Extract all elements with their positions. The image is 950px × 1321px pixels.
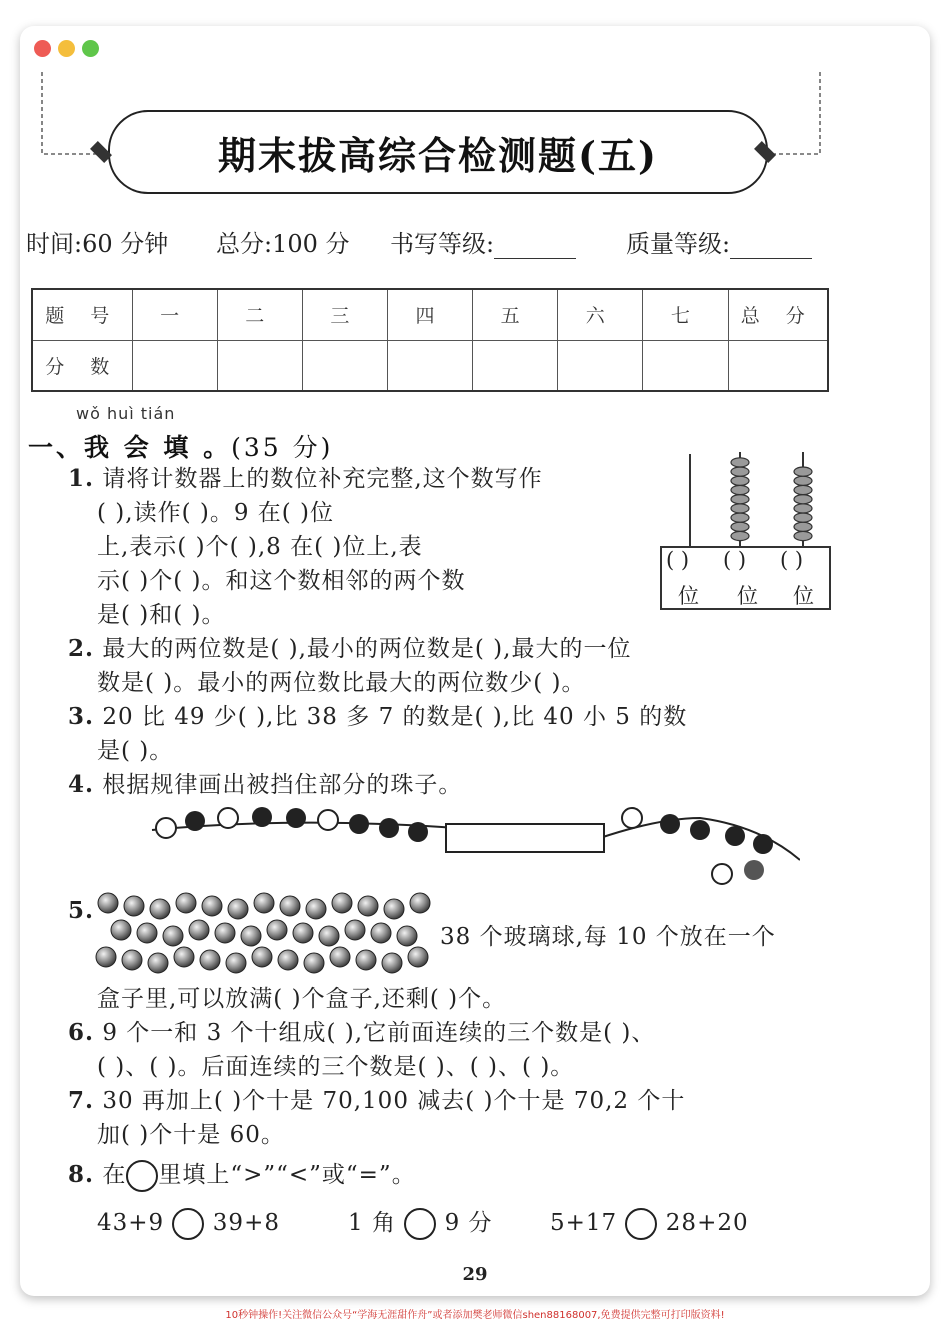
q8-item-2 — [348, 1208, 493, 1240]
bead-black — [753, 834, 773, 854]
glass-ball — [137, 923, 157, 943]
minimize-button[interactable] — [58, 40, 75, 57]
bead-black — [408, 822, 428, 842]
table-cell: 分 数 — [32, 340, 132, 391]
abacus-bead — [731, 458, 749, 467]
table-cell: 四 — [387, 289, 472, 340]
question-number: 2. — [68, 635, 95, 662]
bead-black — [286, 808, 306, 828]
abacus-bead — [731, 476, 749, 485]
glass-ball — [228, 899, 248, 919]
glass-ball — [280, 896, 300, 916]
q5-line-2: 盒子里,可以放满( )个盒子,还剩( )个。 — [97, 986, 507, 1012]
score-input-cell[interactable] — [643, 340, 728, 391]
q6-line-1 — [68, 1018, 655, 1048]
score-input-cell[interactable] — [217, 340, 302, 391]
score-input-cell[interactable] — [132, 340, 217, 391]
table-cell: 题 号 — [32, 289, 132, 340]
maximize-button[interactable] — [82, 40, 99, 57]
q1-line-5: 是( )和( )。 — [97, 602, 226, 628]
question-number: 7. — [68, 1087, 95, 1114]
abacus-bead — [731, 485, 749, 494]
table-cell: 五 — [473, 289, 558, 340]
glass-ball — [408, 947, 428, 967]
abacus-bead — [794, 513, 812, 522]
q7-line-1 — [68, 1086, 685, 1116]
page-title: 期末拔高综合检测题(五) — [218, 132, 658, 178]
footer-notice: 10秒钟操作!关注微信公众号“学海无涯甜作舟”或者添加樊老师微信shen88168007,免费提供完整可打印版资料! — [225, 1310, 725, 1321]
glass-ball — [176, 893, 196, 913]
bead-white — [318, 810, 338, 830]
q2-line-1 — [68, 634, 631, 664]
glass-ball — [371, 923, 391, 943]
score-input-cell[interactable] — [558, 340, 643, 391]
bead-white — [712, 864, 732, 884]
q1-text-1: 请将计数器上的数位补充完整,这个数写作 — [102, 466, 543, 492]
glass-ball — [254, 893, 274, 913]
abacus-place-blank-2[interactable]: ( ) — [723, 548, 747, 572]
glass-ball — [189, 920, 209, 940]
close-button[interactable] — [34, 40, 51, 57]
glass-ball — [122, 950, 142, 970]
glass-ball — [252, 947, 272, 967]
glass-ball — [98, 893, 118, 913]
table-cell: 总 分 — [728, 289, 828, 340]
glass-ball — [293, 923, 313, 943]
writing-grade-text: 书写等级: — [390, 230, 495, 258]
score-input-cell[interactable] — [302, 340, 387, 391]
q7-text-1: 30 再加上( )个十是 70,100 减去( )个十是 70,2 个十 — [102, 1088, 686, 1114]
q1-line-1 — [68, 464, 543, 494]
abacus-bead — [731, 467, 749, 476]
glass-ball — [163, 926, 183, 946]
quality-grade-label — [626, 224, 812, 259]
bead-black — [725, 826, 745, 846]
quality-grade-blank[interactable] — [730, 233, 812, 259]
score-input-cell[interactable] — [473, 340, 558, 391]
abacus-rod-ones — [783, 450, 823, 548]
total-score-label: 总分:100 分 — [216, 230, 350, 258]
q8-pre: 在 — [102, 1162, 127, 1188]
abacus-bead — [731, 513, 749, 522]
q8-right-expr: 28+20 — [665, 1210, 749, 1236]
compare-circle-input[interactable] — [404, 1208, 436, 1240]
glass-ball — [356, 950, 376, 970]
abacus-wei-3: 位 — [793, 584, 814, 608]
section-heading — [28, 428, 333, 464]
q8-right-expr: 9 分 — [444, 1210, 493, 1236]
question-number: 8. — [68, 1161, 95, 1188]
abacus-bead — [794, 467, 812, 476]
glass-ball — [267, 920, 287, 940]
bead-white — [156, 818, 176, 838]
glass-ball — [202, 896, 222, 916]
compare-circle-input[interactable] — [172, 1208, 204, 1240]
quality-grade-text: 质量等级: — [626, 230, 731, 258]
q3-line-2: 是( )。 — [97, 738, 174, 764]
glass-ball — [215, 923, 235, 943]
bead-black — [379, 818, 399, 838]
table-cell: 二 — [217, 289, 302, 340]
abacus-bead — [794, 531, 812, 540]
score-input-cell[interactable] — [387, 340, 472, 391]
glass-ball — [306, 899, 326, 919]
section-points: (35 分) — [231, 433, 334, 462]
writing-grade-blank[interactable] — [494, 233, 576, 259]
question-number: 6. — [68, 1019, 95, 1046]
question-number: 1. — [68, 465, 95, 492]
glass-ball — [332, 893, 352, 913]
abacus-bead — [731, 522, 749, 531]
abacus-wei-2: 位 — [737, 584, 758, 608]
question-number: 5. — [68, 897, 95, 924]
q8-right-expr: 39+8 — [212, 1210, 280, 1236]
glass-ball — [358, 896, 378, 916]
glass-ball — [226, 953, 246, 973]
compare-circle-input[interactable] — [625, 1208, 657, 1240]
q6-text-1: 9 个一和 3 个十组成( ),它前面连续的三个数是( )、 — [102, 1020, 656, 1046]
abacus-bead — [794, 495, 812, 504]
glass-ball — [150, 899, 170, 919]
question-number: 4. — [68, 771, 95, 798]
q8-left-expr: 1 角 — [348, 1210, 396, 1236]
glass-ball — [278, 950, 298, 970]
section-title: 一、我 会 填 。 — [28, 433, 232, 462]
glass-ball — [96, 947, 116, 967]
abacus-bead — [731, 531, 749, 540]
score-table-score-row — [32, 340, 828, 391]
glass-ball — [319, 926, 339, 946]
q5-line-1: 38 个玻璃球,每 10 个放在一个 — [440, 924, 776, 950]
glass-ball — [111, 920, 131, 940]
page-number: 29 — [462, 1264, 488, 1285]
window-controls — [34, 40, 99, 57]
q3-line-1 — [68, 702, 687, 732]
q8-left-expr: 43+9 — [97, 1210, 165, 1236]
glass-ball — [174, 947, 194, 967]
glass-ball — [124, 896, 144, 916]
writing-grade-label — [390, 224, 576, 259]
q8-item-3 — [550, 1208, 749, 1240]
glass-ball — [382, 953, 402, 973]
score-table — [31, 288, 829, 392]
abacus-rod-hundreds — [689, 454, 691, 548]
q6-line-2: ( )、( )。后面连续的三个数是( )、( )、( )。 — [97, 1054, 575, 1080]
q8-left-expr: 5+17 — [550, 1210, 618, 1236]
bead-black — [349, 814, 369, 834]
bead-string-figure — [140, 798, 800, 888]
hidden-beads-cover — [446, 824, 604, 852]
glass-ball — [200, 950, 220, 970]
q2-text-1: 最大的两位数是( ),最小的两位数是( ),最大的一位 — [102, 636, 632, 662]
abacus-bead — [794, 485, 812, 494]
q8-post: 里填上“>”“<”或“=”。 — [158, 1162, 416, 1188]
glass-ball — [384, 899, 404, 919]
glass-ball — [345, 920, 365, 940]
abacus-place-blank-3[interactable]: ( ) — [780, 548, 804, 572]
question-number: 3. — [68, 703, 95, 730]
bead-black — [252, 807, 272, 827]
section-pinyin: wǒ huì tián — [76, 404, 176, 423]
glass-ball — [241, 926, 261, 946]
q4-text: 根据规律画出被挡住部分的珠子。 — [102, 772, 463, 798]
bead-white — [622, 808, 642, 828]
bead-black — [690, 820, 710, 840]
q8-line — [68, 1160, 416, 1192]
table-cell: 一 — [132, 289, 217, 340]
table-cell: 三 — [302, 289, 387, 340]
abacus-rod-tens — [720, 450, 760, 548]
q5-number — [68, 896, 94, 926]
q7-line-2: 加( )个十是 60。 — [97, 1122, 285, 1148]
glass-ball — [148, 953, 168, 973]
abacus-bead — [794, 476, 812, 485]
abacus-place-blank-1[interactable]: ( ) — [666, 548, 690, 572]
worksheet-page — [20, 26, 930, 1296]
q1-line-4: 示( )个( )。和这个数相邻的两个数 — [97, 568, 466, 594]
glass-ball — [304, 953, 324, 973]
abacus-bead — [731, 504, 749, 513]
q1-line-3: 上,表示( )个( ),8 在( )位上,表 — [97, 534, 423, 560]
glass-ball — [330, 947, 350, 967]
abacus-bead — [794, 522, 812, 531]
table-cell: 七 — [643, 289, 728, 340]
q8-item-1 — [97, 1208, 280, 1240]
score-table-header-row — [32, 289, 828, 340]
q3-text-1: 20 比 49 少( ),比 38 多 7 的数是( ),比 40 小 5 的数 — [102, 704, 688, 730]
bead-black — [660, 814, 680, 834]
bead-white — [218, 808, 238, 828]
glass-ball — [410, 893, 430, 913]
bead-black — [744, 860, 764, 880]
q4-line — [68, 770, 462, 800]
glass-ball — [397, 926, 417, 946]
abacus-bead — [731, 495, 749, 504]
glass-balls-figure — [94, 892, 444, 982]
bead-black — [185, 811, 205, 831]
time-label: 时间:60 分钟 — [26, 230, 169, 258]
table-cell: 六 — [558, 289, 643, 340]
compare-circle-icon — [126, 1160, 158, 1192]
abacus-bead — [794, 504, 812, 513]
score-input-cell[interactable] — [728, 340, 828, 391]
abacus-wei-1: 位 — [678, 584, 699, 608]
q2-line-2: 数是( )。最小的两位数比最大的两位数少( )。 — [97, 670, 586, 696]
q1-line-2: ( ),读作( )。9 在( )位 — [97, 500, 335, 526]
